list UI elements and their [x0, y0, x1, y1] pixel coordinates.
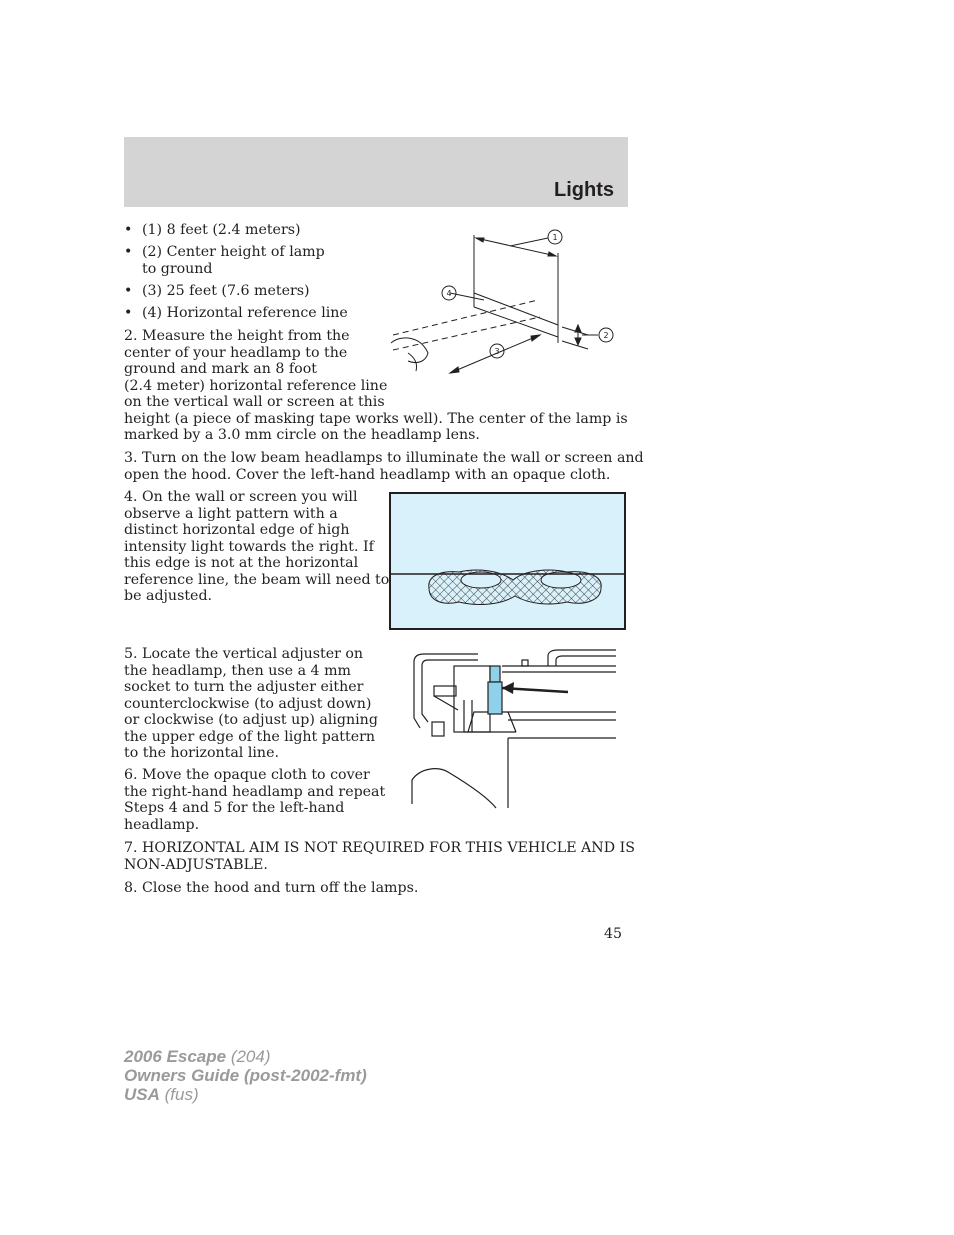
- list-item: [124, 283, 384, 300]
- text-line: distinct horizontal edge of high: [124, 522, 350, 538]
- text-line: or clockwise (to adjust up) aligning: [124, 712, 378, 728]
- text-line: 6. Move the opaque cloth to cover: [124, 767, 370, 783]
- callout-4: 4: [446, 289, 452, 298]
- bullet-icon: •: [124, 244, 133, 260]
- footer-market: USA: [124, 1085, 160, 1104]
- list-item-text: (2) Center height of lamp to ground: [142, 244, 325, 277]
- text-line: center of your headlamp to the: [124, 344, 348, 361]
- text-line: to the horizontal line.: [124, 745, 279, 761]
- footer-model-code: (204): [226, 1047, 271, 1066]
- text-line: observe a light pattern with a: [124, 505, 338, 522]
- text-line: the headlamp, then use a 4 mm: [124, 662, 351, 679]
- callout-3: 3: [494, 347, 500, 356]
- text-line: headlamp.: [124, 816, 200, 833]
- bullet-icon: •: [124, 282, 133, 299]
- section-title: Lights: [554, 179, 614, 201]
- legend-list: [124, 222, 384, 327]
- text-line: height (a piece of masking tape works well). The center of the lamp is: [124, 410, 628, 427]
- footer-market-code: (fus): [159, 1085, 199, 1104]
- list-item: [124, 244, 342, 277]
- text-line: NON-ADJUSTABLE.: [124, 856, 268, 873]
- footer-guide: Owners Guide (post-2002-fmt): [124, 1066, 367, 1085]
- callout-1: 1: [552, 233, 558, 242]
- headlamp-aim-diagram: [388, 225, 628, 385]
- bullet-icon: •: [124, 222, 133, 238]
- vertical-adjuster-diagram: [408, 648, 620, 814]
- text-line: 5. Locate the vertical adjuster on: [124, 646, 364, 662]
- list-item: [124, 222, 384, 239]
- text-line: 7. HORIZONTAL AIM IS NOT REQUIRED FOR THIS VEHICLE AND IS: [124, 840, 635, 856]
- beam-pattern-diagram: [389, 492, 627, 632]
- footer-model: 2006 Escape: [124, 1047, 227, 1066]
- text-line: reference line, the beam will need to: [124, 571, 390, 588]
- text-line: socket to turn the adjuster either: [124, 679, 364, 695]
- list-item-text: (4) Horizontal reference line: [142, 304, 348, 321]
- document-footer: [124, 1047, 367, 1104]
- footer-line-3: [124, 1085, 367, 1104]
- footer-line-2: [124, 1066, 367, 1085]
- text-line: 3. Turn on the low beam headlamps to illuminate the wall or screen and: [124, 450, 644, 466]
- text-line: on the vertical wall or screen at this: [124, 394, 385, 410]
- text-line: (2.4 meter) horizontal reference line: [124, 377, 388, 394]
- page-number: 45: [604, 926, 623, 942]
- text-line: ground and mark an 8 foot: [124, 361, 317, 377]
- text-line: 2. Measure the height from the: [124, 328, 350, 344]
- text-line: 4. On the wall or screen you will: [124, 489, 358, 505]
- footer-line-1: [124, 1047, 367, 1066]
- step-8-text: 8. Close the hood and turn off the lamps.: [124, 880, 419, 896]
- text-line: Steps 4 and 5 for the left-hand: [124, 800, 345, 816]
- text-line: counterclockwise (to adjust down): [124, 695, 372, 712]
- text-line: the upper edge of the light pattern: [124, 728, 376, 745]
- text-line: open the hood. Cover the left-hand headlamp with an opaque cloth.: [124, 466, 611, 483]
- callout-2: 2: [603, 331, 609, 340]
- text-line: be adjusted.: [124, 588, 213, 604]
- section-header-band: [124, 137, 628, 207]
- list-item: [124, 305, 384, 322]
- list-item-text: (3) 25 feet (7.6 meters): [142, 282, 310, 299]
- list-item-text: (1) 8 feet (2.4 meters): [142, 222, 301, 238]
- text-line: this edge is not at the horizontal: [124, 555, 359, 571]
- text-line: marked by a 3.0 mm circle on the headlamp lens.: [124, 427, 480, 443]
- text-line: intensity light towards the right. If: [124, 538, 374, 555]
- text-line: the right-hand headlamp and repeat: [124, 783, 386, 800]
- bullet-icon: •: [124, 304, 133, 321]
